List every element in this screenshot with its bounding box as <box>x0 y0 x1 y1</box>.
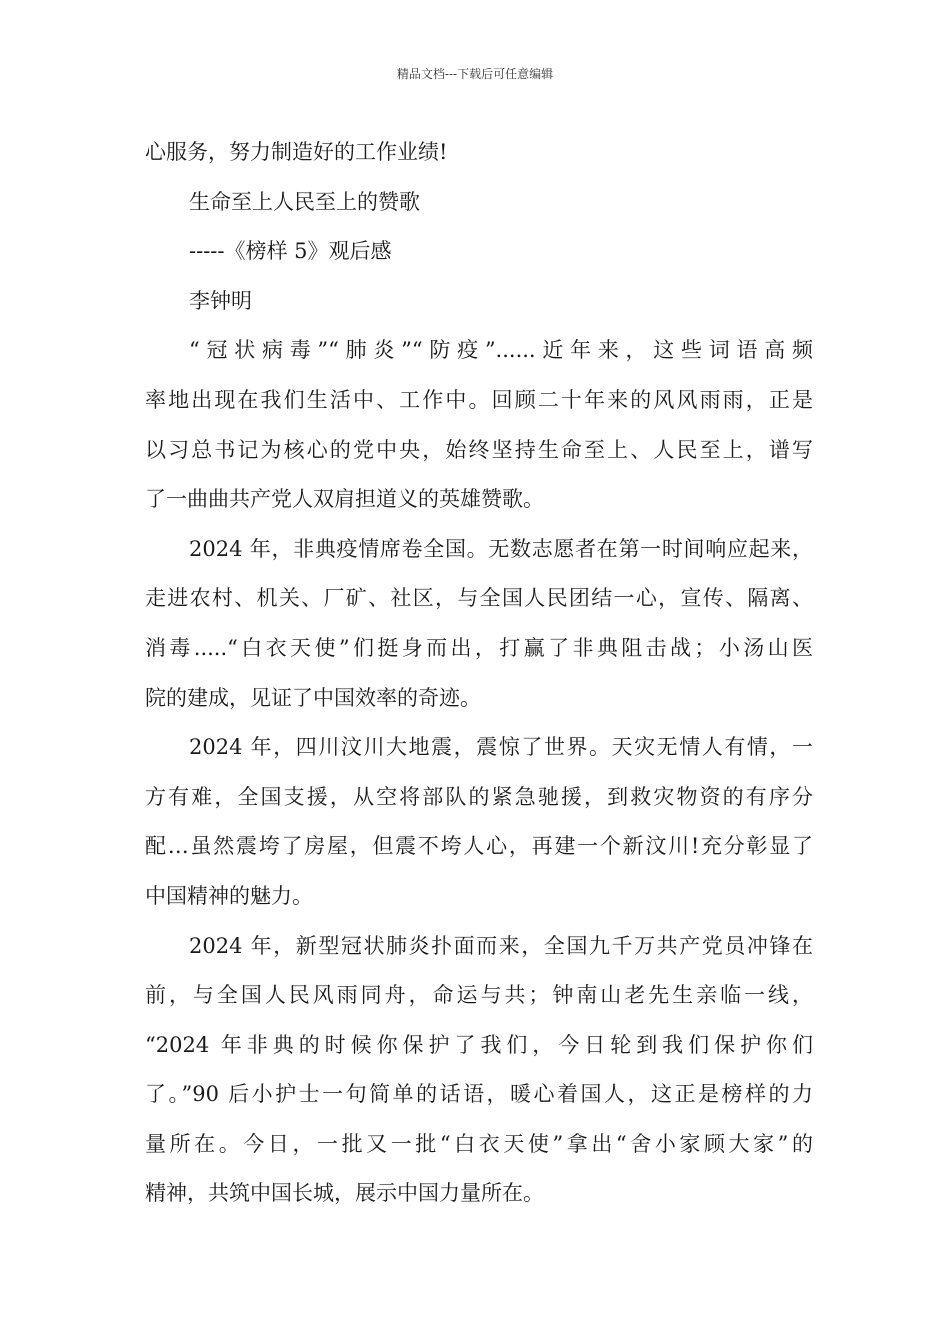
paragraph-line: 2024 年，新型冠状肺炎扑面而来，全国九千万共产党员冲锋在 <box>189 933 813 958</box>
paragraph-line: 以习总书记为核心的党中央，始终坚持生命至上、人民至上，谱写 <box>145 437 813 462</box>
article-title: 生命至上人民至上的赞歌 <box>189 189 420 214</box>
paragraph-line: 率地出现在我们生活中、工作中。回顾二十年来的风风雨雨，正是 <box>145 387 813 412</box>
paragraph-line: 了一曲曲共产党人双肩担道义的英雄赞歌。 <box>145 487 544 512</box>
document-body <box>145 128 813 1219</box>
paragraph-line: “冠状病毒”“肺炎”“防疫”......近年来，这些词语高频 <box>189 338 813 363</box>
paragraph-line: 量所在。今日，一批又一批“白衣天使”拿出“舍小家顾大家”的 <box>145 1131 813 1156</box>
author-name: 李钟明 <box>189 288 252 313</box>
paragraph-line: 了。”90 后小护士一句简单的话语，暖心着国人，这正是榜样的力 <box>145 1082 813 1107</box>
paragraph-line: 消毒.....“白衣天使”们挺身而出，打赢了非典阻击战；小汤山医 <box>145 635 813 660</box>
paragraph-line: 2024 年，非典疫情席卷全国。无数志愿者在第一时间响应起来， <box>189 536 813 561</box>
paragraph-line: 心服务，努力制造好的工作业绩! <box>145 140 448 164</box>
paragraph-line: 配…虽然震垮了房屋，但震不垮人心，再建一个新汶川!充分彰显了 <box>145 834 813 859</box>
paragraph-line: 精神，共筑中国长城，展示中国力量所在。 <box>145 1181 544 1206</box>
paragraph-line: “2024 年非典的时候你保护了我们，今日轮到我们保护你们 <box>145 1032 813 1057</box>
paragraph-line: 走进农村、机关、厂矿、社区，与全国人民团结一心，宣传、隔离、 <box>145 586 813 611</box>
paragraph-line: 前，与全国人民风雨同舟，命运与共；钟南山老先生亲临一线， <box>145 983 813 1008</box>
page-header: 精品文档---下载后可任意编辑 <box>396 67 554 81</box>
paragraph-line: 院的建成，见证了中国效率的奇迹。 <box>145 685 481 710</box>
paragraph-line: 2024 年，四川汶川大地震，震惊了世界。天灾无情人有情，一 <box>189 735 813 760</box>
paragraph-line: 方有难，全国支援，从空将部队的紧急驰援，到救灾物资的有序分 <box>145 784 813 809</box>
article-subtitle: -----《榜样 5》观后感 <box>189 239 392 264</box>
paragraph-line: 中国精神的魅力。 <box>145 883 313 908</box>
